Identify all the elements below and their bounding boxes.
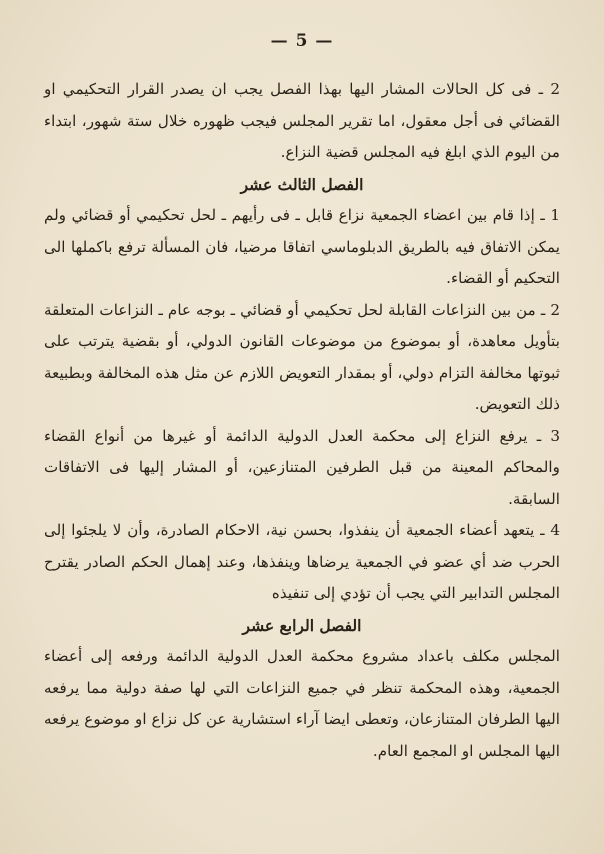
- paragraph-article-12-clause-2: 2 ـ فى كل الحالات المشار اليها بهذا الفصل يجب ان يصدر القرار التحكيمي او القضائي فى أجل معقول، اما تقرير المجلس فيجب ظهوره خلال ستة شهور، ابتداء من اليوم الذي ابلغ فيه المجلس قضية النزاع.: [44, 80, 560, 161]
- page-number: — 5 —: [270, 31, 334, 51]
- paragraph-article-13-clause-4: 4 ـ يتعهد أعضاء الجمعية أن ينفذوا، بحسن نية، الاحكام الصادرة، وأن لا يلجئوا إلى الحرب ضد أي عضو في الجمعية يرضاها وينفذها، وعند إهمال الحكم الصادر يقترح المجلس التدابير التي يجب أن تؤدي إلى تنفيذه: [44, 521, 560, 602]
- paragraph-article-13-clause-1: 1 ـ إذا قام بين اعضاء الجمعية نزاع قابل ـ فى رأيهم ـ لحل تحكيمي أو قضائي ولم يمكن الاتفاق فيه بالطريق الدبلوماسي اتفاقا مرضيا، فان المسألة ترفع باكملها الى التحكيم أو القضاء.: [44, 206, 560, 287]
- document-body: [44, 74, 560, 767]
- paragraph-article-13-clause-2: 2 ـ من بين النزاعات القابلة لحل تحكيمي أو قضائي ـ بوجه عام ـ النزاعات المتعلقة بتأويل معاهدة، أو بموضوع من موضوعات القانون الدولي، أو بقضية يترتب على ثبوتها مخالفة التزام دولي، أو بمقدار التعويض اللازم عن مثل هذه المخالفة وبطبيعة ذلك التعويض.: [44, 300, 560, 413]
- paragraph-article-14: المجلس مكلف باعداد مشروع محكمة العدل الدولية الدائمة ورفعه إلى أعضاء الجمعية، وهذه المحكمة تنظر في جميع النزاعات التي لها صفة دولية مما يرفعه اليها الطرفان المتنازعان، وتعطى ايضا آراء استشارية عن كل نزاع او موضوع يرفعه اليها المجلس او المجمع العام.: [44, 647, 560, 760]
- heading-article-14: الفصل الرابع عشر: [242, 615, 362, 635]
- heading-article-13: الفصل الثالث عشر: [240, 174, 364, 194]
- paragraph-article-13-clause-3: 3 ـ يرفع النزاع إلى محكمة العدل الدولية الدائمة أو غيرها من أنواع القضاء والمحاكم المعينة من قبل الطرفين المتنازعين، أو المشار إليها فى الاتفاقات السابقة.: [44, 426, 560, 508]
